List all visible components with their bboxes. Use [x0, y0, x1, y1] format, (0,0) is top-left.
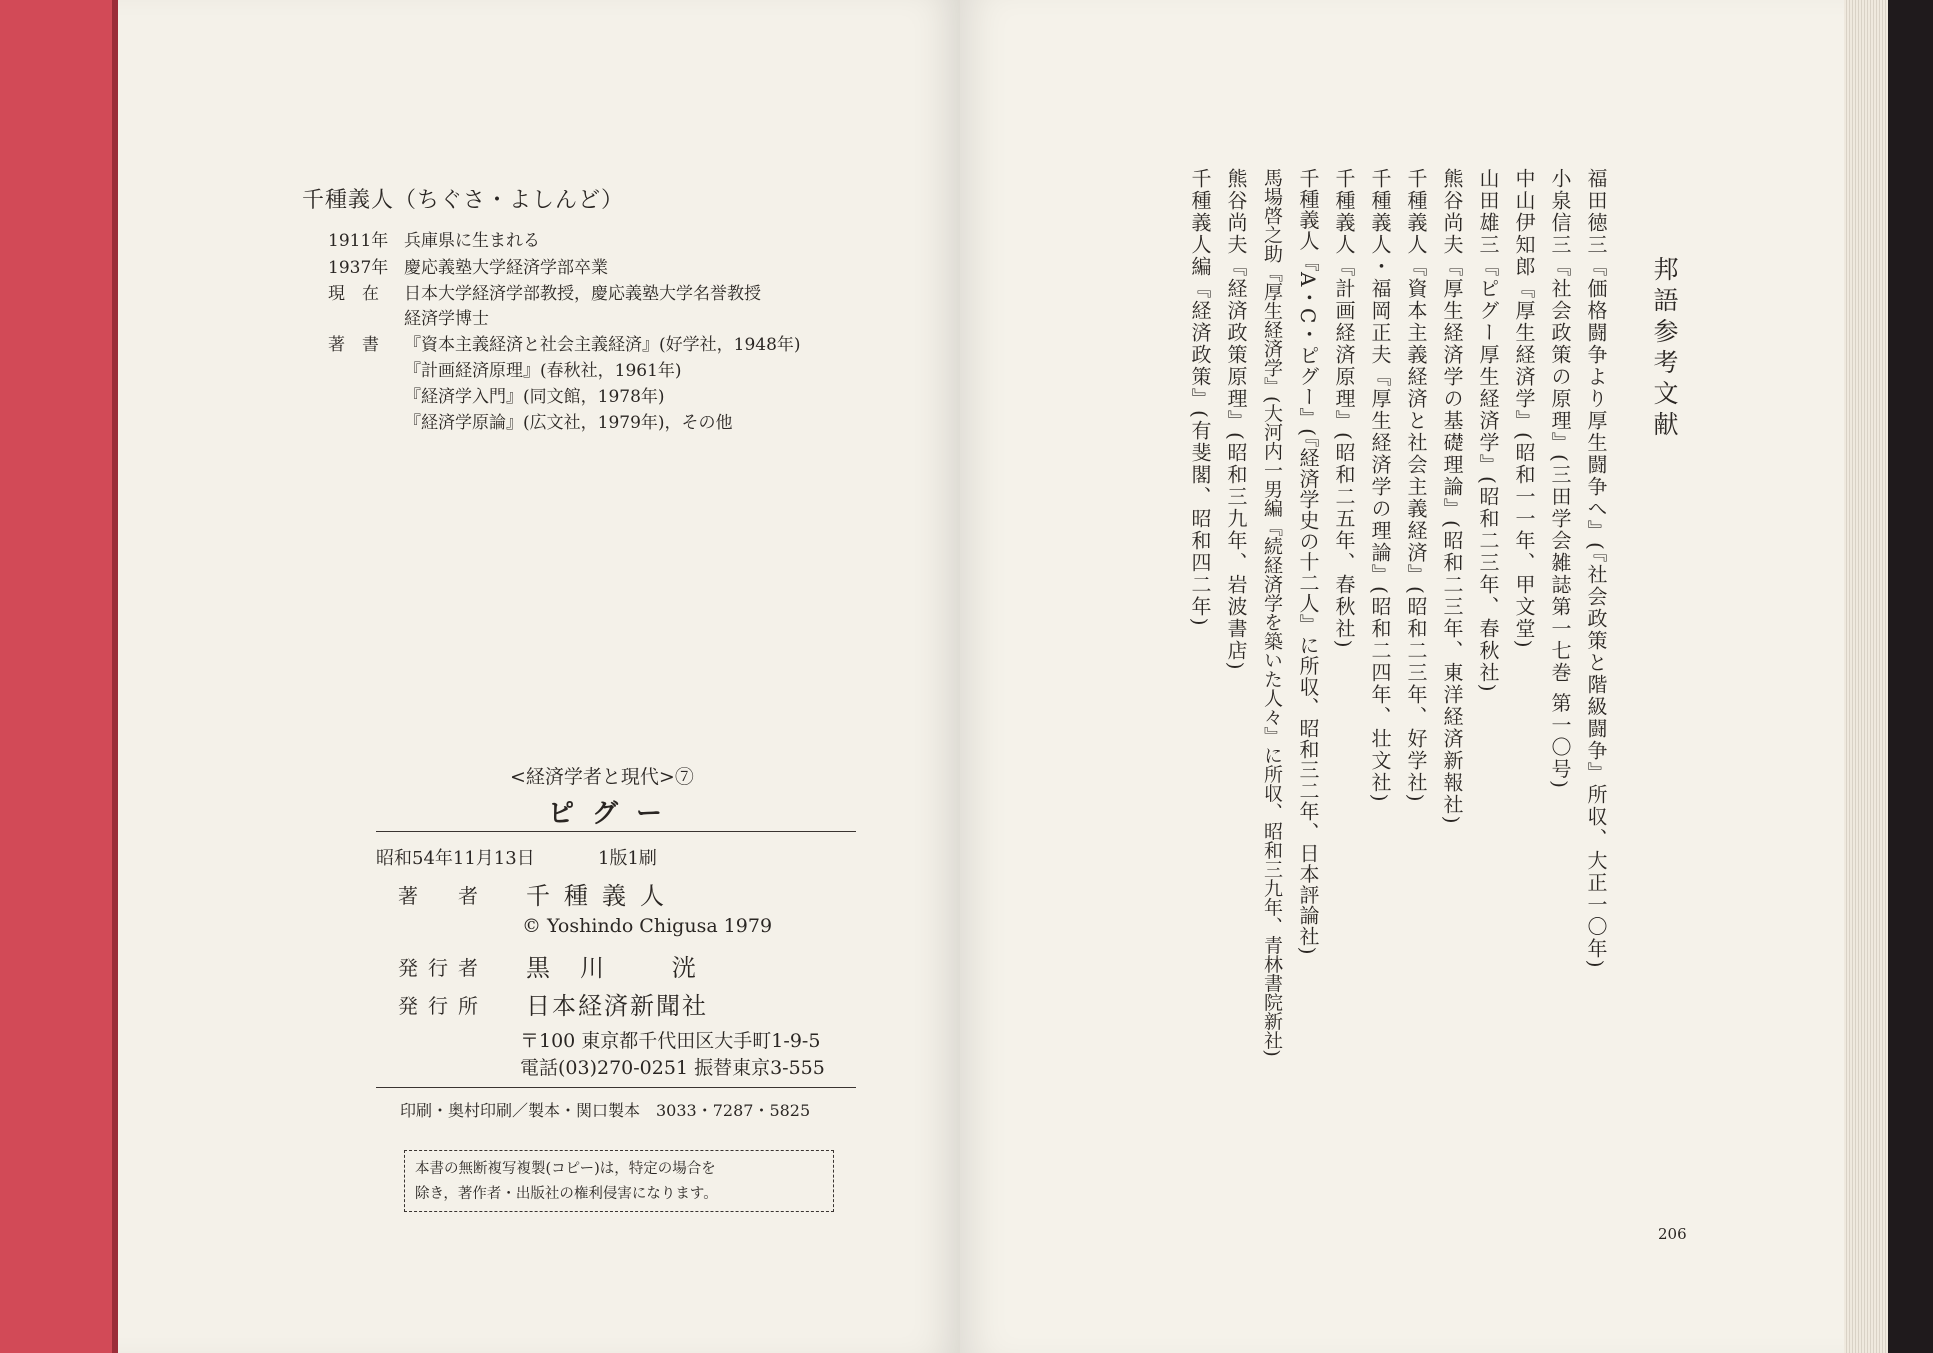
publisher-person-label: 発行者 — [398, 956, 488, 980]
reference-entry: 千種義人『A・C・ピグー』(『経済学史の十二人』に所収、昭和三二年、日本評論社) — [1296, 168, 1320, 956]
bio-text: 『経済学入門』(同文館，1978年) — [404, 387, 665, 407]
reference-entry: 馬場啓之助『厚生経済学』(大河内一男編『続経済学を築いた人々』に所収、昭和三九年、青林書院新社) — [1261, 168, 1283, 1057]
reference-entry: 千種義人編『経済政策』(有斐閣、昭和四二年) — [1188, 168, 1212, 628]
reference-entry: 小泉信三『社会政策の原理』(三田学会雑誌第一七巻 第一〇号) — [1548, 168, 1572, 790]
publisher-address: 〒100 東京都千代田区大手町1-9-5 — [520, 1030, 821, 1052]
bio-text: 慶応義塾大学経済学部卒業 — [404, 258, 608, 278]
bio-text: 『経済学原論』(広文社，1979年)，その他 — [404, 413, 733, 433]
publisher-person: 黒川 洸 — [526, 954, 726, 982]
publication-date: 昭和54年11月13日 — [376, 848, 535, 869]
bio-row — [328, 279, 761, 304]
notice-line: 本書の無断複写複製(コピー)は，特定の場合を — [415, 1161, 716, 1177]
divider — [376, 831, 856, 832]
notice-line: 除き，著作者・出版社の権利侵害になります。 — [415, 1186, 718, 1202]
bio-label: 1937年 — [328, 258, 389, 278]
bio-text: 兵庫県に生まれる — [404, 231, 540, 251]
reference-entry: 福田徳三『価格闘争より厚生闘争へ』(『社会政策と階級闘争』所収、大正一〇年) — [1584, 168, 1608, 970]
bio-row — [328, 382, 665, 407]
bio-text: 日本大学経済学部教授，慶応義塾大学名誉教授 — [404, 284, 761, 304]
edition: 1版1刷 — [598, 848, 657, 869]
page-stack-edge — [1844, 0, 1888, 1353]
page-number: 206 — [1658, 1225, 1687, 1243]
bio-row — [328, 330, 801, 355]
bio-row — [328, 356, 682, 381]
bio-label: 著 書 — [328, 335, 379, 355]
divider — [376, 1087, 856, 1088]
bio-text: 『資本主義経済と社会主義経済』(好学社，1948年) — [404, 335, 801, 355]
right-page — [960, 0, 1844, 1353]
author-name: 千種義人（ちぐさ・よしんど） — [302, 188, 625, 213]
reference-entry: 千種義人『資本主義経済と社会主義経済』(昭和二三年、好学社) — [1404, 168, 1428, 804]
reference-entry: 千種義人『計画経済原理』(昭和二五年、春秋社) — [1332, 168, 1356, 650]
reference-entry: 中山伊知郎『厚生経済学』(昭和一一年、甲文堂) — [1512, 168, 1536, 650]
bio-row — [328, 304, 489, 329]
bio-text: 『計画経済原理』(春秋社，1961年) — [404, 361, 682, 381]
bio-label: 1911年 — [328, 231, 389, 251]
publisher-phone: 電話(03)270-0251 振替東京3-555 — [520, 1057, 825, 1079]
reference-entry: 熊谷尚夫『経済政策原理』(昭和三九年、岩波書店) — [1224, 168, 1248, 672]
bio-row — [328, 226, 540, 251]
reference-entry: 千種義人・福岡正夫『厚生経済学の理論』(昭和二四年、壮文社) — [1368, 168, 1392, 804]
printer-info: 印刷・奥村印刷／製本・関口製本 3033・7287・5825 — [400, 1101, 811, 1120]
bio-row — [328, 253, 608, 278]
author-label: 著 者 — [398, 884, 488, 908]
bio-text: 経済学博士 — [404, 309, 489, 329]
bio-row — [328, 408, 733, 433]
colophon-author: 千種義人 — [526, 882, 678, 910]
publisher-label: 発行所 — [398, 994, 488, 1018]
copyright: © Yoshindo Chigusa 1979 — [522, 915, 773, 937]
references-heading: 邦語参考文献 — [1650, 256, 1679, 442]
dark-cover-edge — [1888, 0, 1933, 1353]
reference-entry: 山田雄三『ピグー厚生経済学』(昭和二三年、春秋社) — [1476, 168, 1500, 694]
series-title: <経済学者と現代>⑦ — [510, 766, 694, 788]
copy-notice — [404, 1150, 834, 1212]
reference-entry: 熊谷尚夫『厚生経済学の基礎理論』(昭和二三年、東洋経済新報社) — [1440, 168, 1464, 826]
publisher: 日本経済新聞社 — [526, 992, 708, 1020]
bio-label: 現 在 — [328, 284, 379, 304]
book-title: ピグー — [548, 799, 681, 829]
